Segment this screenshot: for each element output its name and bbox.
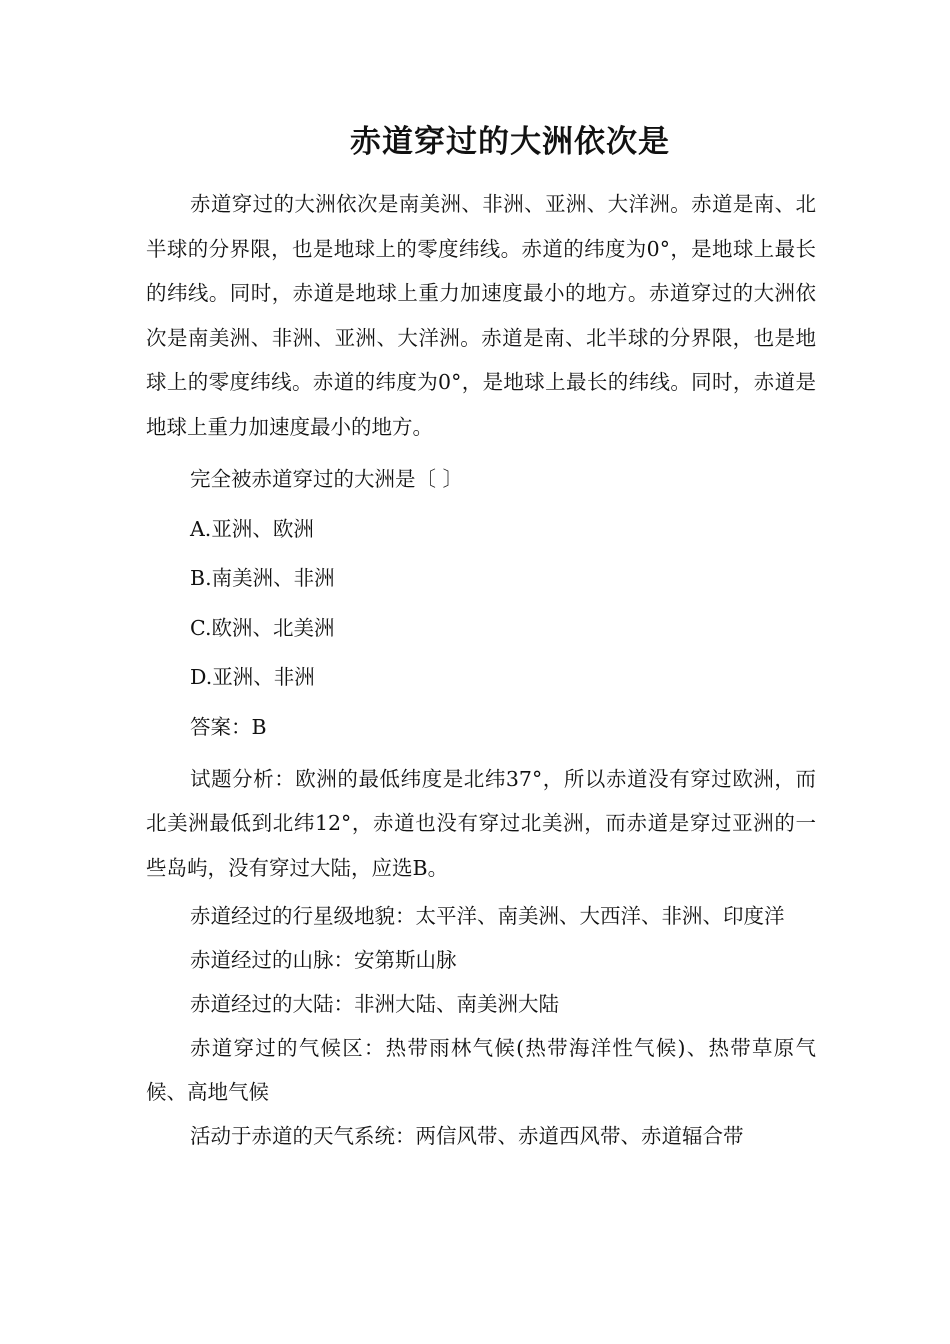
option-c: C.欧洲、北美洲 — [190, 615, 335, 640]
weather-paragraph: 活动于赤道的天气系统：两信风带、赤道西风带、赤道辐合带 — [190, 1124, 744, 1149]
mountains-paragraph: 赤道经过的山脉：安第斯山脉 — [190, 948, 457, 973]
climate-paragraph: 赤道穿过的气候区：热带雨林气候(热带海洋性气候)、热带草原气候、高地气候 — [146, 1036, 816, 1105]
document-body — [146, 182, 816, 1158]
intro-paragraph: 赤道穿过的大洲依次是南美洲、非洲、亚洲、大洋洲。赤道是南、北半球的分界限，也是地球上的零度纬线。赤道的纬度为0°，是地球上最长的纬线。同时，赤道是地球上重力加速度最小的地方。赤道穿过的大洲依次是南美洲、非洲、亚洲、大洋洲。赤道是南、北半球的分界限，也是地球上的零度纬线。赤道的纬度为0°，是地球上最长的纬线。同时，赤道是地球上重力加速度最小的地方。 — [146, 192, 816, 439]
option-a: A.亚洲、欧洲 — [190, 516, 314, 541]
question-text: 完全被赤道穿过的大洲是〔 〕 — [190, 467, 464, 491]
page-title: 赤道穿过的大洲依次是 — [350, 124, 670, 160]
landforms-paragraph: 赤道经过的行星级地貌：太平洋、南美洲、大西洋、非洲、印度洋 — [190, 904, 785, 929]
analysis-paragraph: 试题分析：欧洲的最低纬度是北纬37°，所以赤道没有穿过欧洲，而北美洲最低到北纬12°，赤道也没有穿过北美洲，而赤道是穿过亚洲的一些岛屿，没有穿过大陆，应选B。 — [146, 766, 816, 880]
answer-text: 答案：B — [190, 714, 267, 739]
continents-paragraph: 赤道经过的大陆：非洲大陆、南美洲大陆 — [190, 992, 559, 1017]
option-b: B.南美洲、非洲 — [190, 566, 335, 591]
option-d: D.亚洲、非洲 — [190, 665, 315, 690]
